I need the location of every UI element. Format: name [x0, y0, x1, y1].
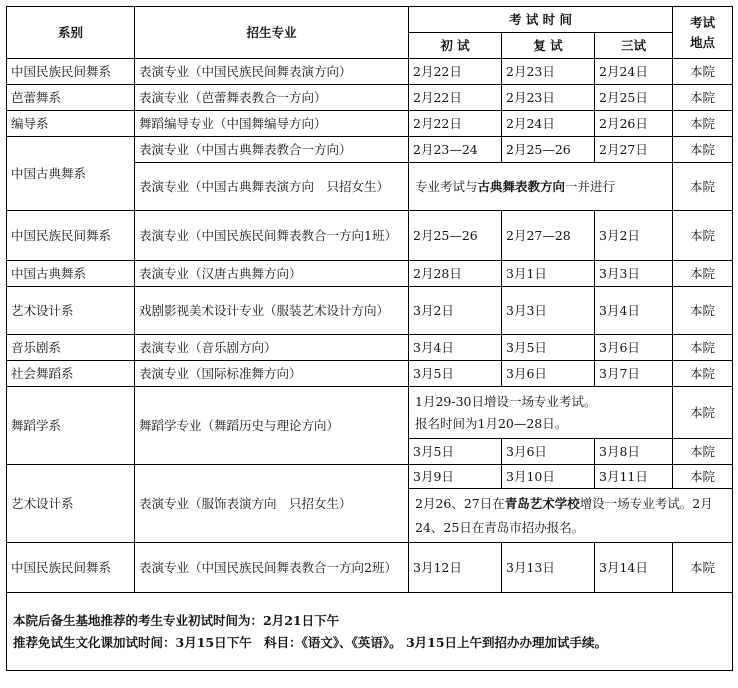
- major-cell: 表演专业（中国民族民间舞表教合一方向1班）: [135, 211, 409, 261]
- table-row: [7, 261, 733, 287]
- third-date-cell: 3月8日: [595, 439, 673, 465]
- note-text: 专业考试与: [415, 178, 478, 194]
- second-date-cell: 3月13日: [502, 543, 595, 593]
- header-major: 招生专业: [135, 7, 409, 59]
- major-cell: 表演专业（国际标准舞方向）: [135, 361, 409, 387]
- table-row: [7, 211, 733, 261]
- place-cell: 本院: [673, 387, 733, 439]
- table-row: [7, 137, 733, 163]
- place-cell: 本院: [673, 59, 733, 85]
- first-date-cell: 3月2日: [409, 287, 502, 335]
- third-date-cell: 2月25日: [595, 85, 673, 111]
- header-row: [7, 7, 733, 33]
- third-date-cell: 3月11日: [595, 465, 673, 489]
- major-cell: 表演专业（汉唐古典舞方向）: [135, 261, 409, 287]
- note-cell: [409, 163, 673, 211]
- second-date-cell: 3月10日: [502, 465, 595, 489]
- dept-cell: 舞蹈学系: [7, 387, 135, 465]
- footer-line-2: 推荐免试生文化课加试时间：3月15日下午 科目：《语文》、《英语》。 3月15日上午到招办办理加试手续。: [13, 634, 608, 650]
- third-date-cell: 3月14日: [595, 543, 673, 593]
- table-row: [7, 287, 733, 335]
- place-cell: 本院: [673, 543, 733, 593]
- second-date-cell: 2月23日: [502, 85, 595, 111]
- place-cell: 本院: [673, 211, 733, 261]
- note-cell: [409, 387, 673, 439]
- dept-cell: 中国古典舞系: [7, 261, 135, 287]
- major-cell: 表演专业（音乐剧方向）: [135, 335, 409, 361]
- dept-cell: 社会舞蹈系: [7, 361, 135, 387]
- note-cell: [409, 489, 733, 543]
- place-cell: 本院: [673, 111, 733, 137]
- second-date-cell: 2月23日: [502, 59, 595, 85]
- first-date-cell: 3月9日: [409, 465, 502, 489]
- place-cell: 本院: [673, 287, 733, 335]
- second-date-cell: 3月6日: [502, 361, 595, 387]
- third-date-cell: 2月27日: [595, 137, 673, 163]
- third-date-cell: 3月2日: [595, 211, 673, 261]
- place-cell: 本院: [673, 85, 733, 111]
- note-line: 1月29-30日增设一场专业考试。: [415, 393, 597, 409]
- first-date-cell: 2月22日: [409, 85, 502, 111]
- place-cell: 本院: [673, 137, 733, 163]
- major-cell: 表演专业（芭蕾舞表教合一方向）: [135, 85, 409, 111]
- third-date-cell: 3月4日: [595, 287, 673, 335]
- dept-cell: 中国民族民间舞系: [7, 211, 135, 261]
- second-date-cell: 2月25—26: [502, 137, 595, 163]
- third-date-cell: 3月7日: [595, 361, 673, 387]
- second-date-cell: 3月5日: [502, 335, 595, 361]
- first-date-cell: 2月25—26: [409, 211, 502, 261]
- third-date-cell: 3月6日: [595, 335, 673, 361]
- dept-cell: 中国古典舞系: [7, 137, 135, 211]
- first-date-cell: 2月22日: [409, 111, 502, 137]
- note-emphasis: 古典舞表教方向: [477, 178, 566, 194]
- first-date-cell: 2月23—24: [409, 137, 502, 163]
- first-date-cell: 3月12日: [409, 543, 502, 593]
- place-cell: 本院: [673, 163, 733, 211]
- table-row: [7, 361, 733, 387]
- header-place: 考试 地点: [673, 7, 733, 59]
- first-date-cell: 3月4日: [409, 335, 502, 361]
- place-cell: 本院: [673, 465, 733, 489]
- table-row: [7, 85, 733, 111]
- table-row: [7, 59, 733, 85]
- dept-cell: 艺术设计系: [7, 287, 135, 335]
- table-row: [7, 335, 733, 361]
- footer-cell: [7, 593, 733, 671]
- second-date-cell: 2月24日: [502, 111, 595, 137]
- major-cell: 戏剧影视美术设计专业（服装艺术设计方向）: [135, 287, 409, 335]
- note-emphasis: 青岛艺术学校: [504, 495, 580, 511]
- header-first: 初 试: [409, 33, 502, 59]
- second-date-cell: 3月1日: [502, 261, 595, 287]
- third-date-cell: 2月24日: [595, 59, 673, 85]
- dept-cell: 音乐剧系: [7, 335, 135, 361]
- note-text: 2月26、27日在: [415, 495, 505, 511]
- schedule-table: [6, 6, 733, 671]
- table-row: [7, 111, 733, 137]
- header-dept: 系别: [7, 7, 135, 59]
- major-cell: 表演专业（中国民族民间舞表教合一方向2班）: [135, 543, 409, 593]
- table-row: [7, 387, 733, 439]
- dept-cell: 芭蕾舞系: [7, 85, 135, 111]
- note-line: 报名时间为1月20—28日。: [415, 415, 568, 431]
- third-date-cell: 2月26日: [595, 111, 673, 137]
- place-cell: 本院: [673, 439, 733, 465]
- note-text: 增设一场专业考试。2月24、25日在青岛市招办报名。: [415, 495, 713, 535]
- footer-line-1: 本院后备生基地推荐的考生专业初试时间为：2月21日下午: [13, 612, 340, 628]
- second-date-cell: 3月6日: [502, 439, 595, 465]
- third-date-cell: 3月3日: [595, 261, 673, 287]
- table-row: [7, 465, 733, 489]
- major-cell: 表演专业（中国古典舞表教合一方向）: [135, 137, 409, 163]
- major-cell: 舞蹈学专业（舞蹈历史与理论方向）: [135, 387, 409, 465]
- dept-cell: 中国民族民间舞系: [7, 543, 135, 593]
- footer-row: [7, 593, 733, 671]
- place-cell: 本院: [673, 335, 733, 361]
- first-date-cell: 3月5日: [409, 439, 502, 465]
- place-cell: 本院: [673, 361, 733, 387]
- place-cell: 本院: [673, 261, 733, 287]
- major-cell: 表演专业（中国古典舞表演方向 只招女生）: [135, 163, 409, 211]
- first-date-cell: 2月22日: [409, 59, 502, 85]
- dept-cell: 艺术设计系: [7, 465, 135, 543]
- second-date-cell: 2月27—28: [502, 211, 595, 261]
- major-cell: 表演专业（中国民族民间舞表演方向）: [135, 59, 409, 85]
- dept-cell: 编导系: [7, 111, 135, 137]
- first-date-cell: 2月28日: [409, 261, 502, 287]
- first-date-cell: 3月5日: [409, 361, 502, 387]
- header-second: 复 试: [502, 33, 595, 59]
- second-date-cell: 3月3日: [502, 287, 595, 335]
- major-cell: 舞蹈编导专业（中国舞编导方向）: [135, 111, 409, 137]
- header-third: 三试: [595, 33, 673, 59]
- dept-cell: 中国民族民间舞系: [7, 59, 135, 85]
- note-text: 一并进行: [565, 178, 616, 194]
- table-row: [7, 543, 733, 593]
- major-cell: 表演专业（服饰表演方向 只招女生）: [135, 465, 409, 543]
- header-exam-time: 考 试 时 间: [409, 7, 673, 33]
